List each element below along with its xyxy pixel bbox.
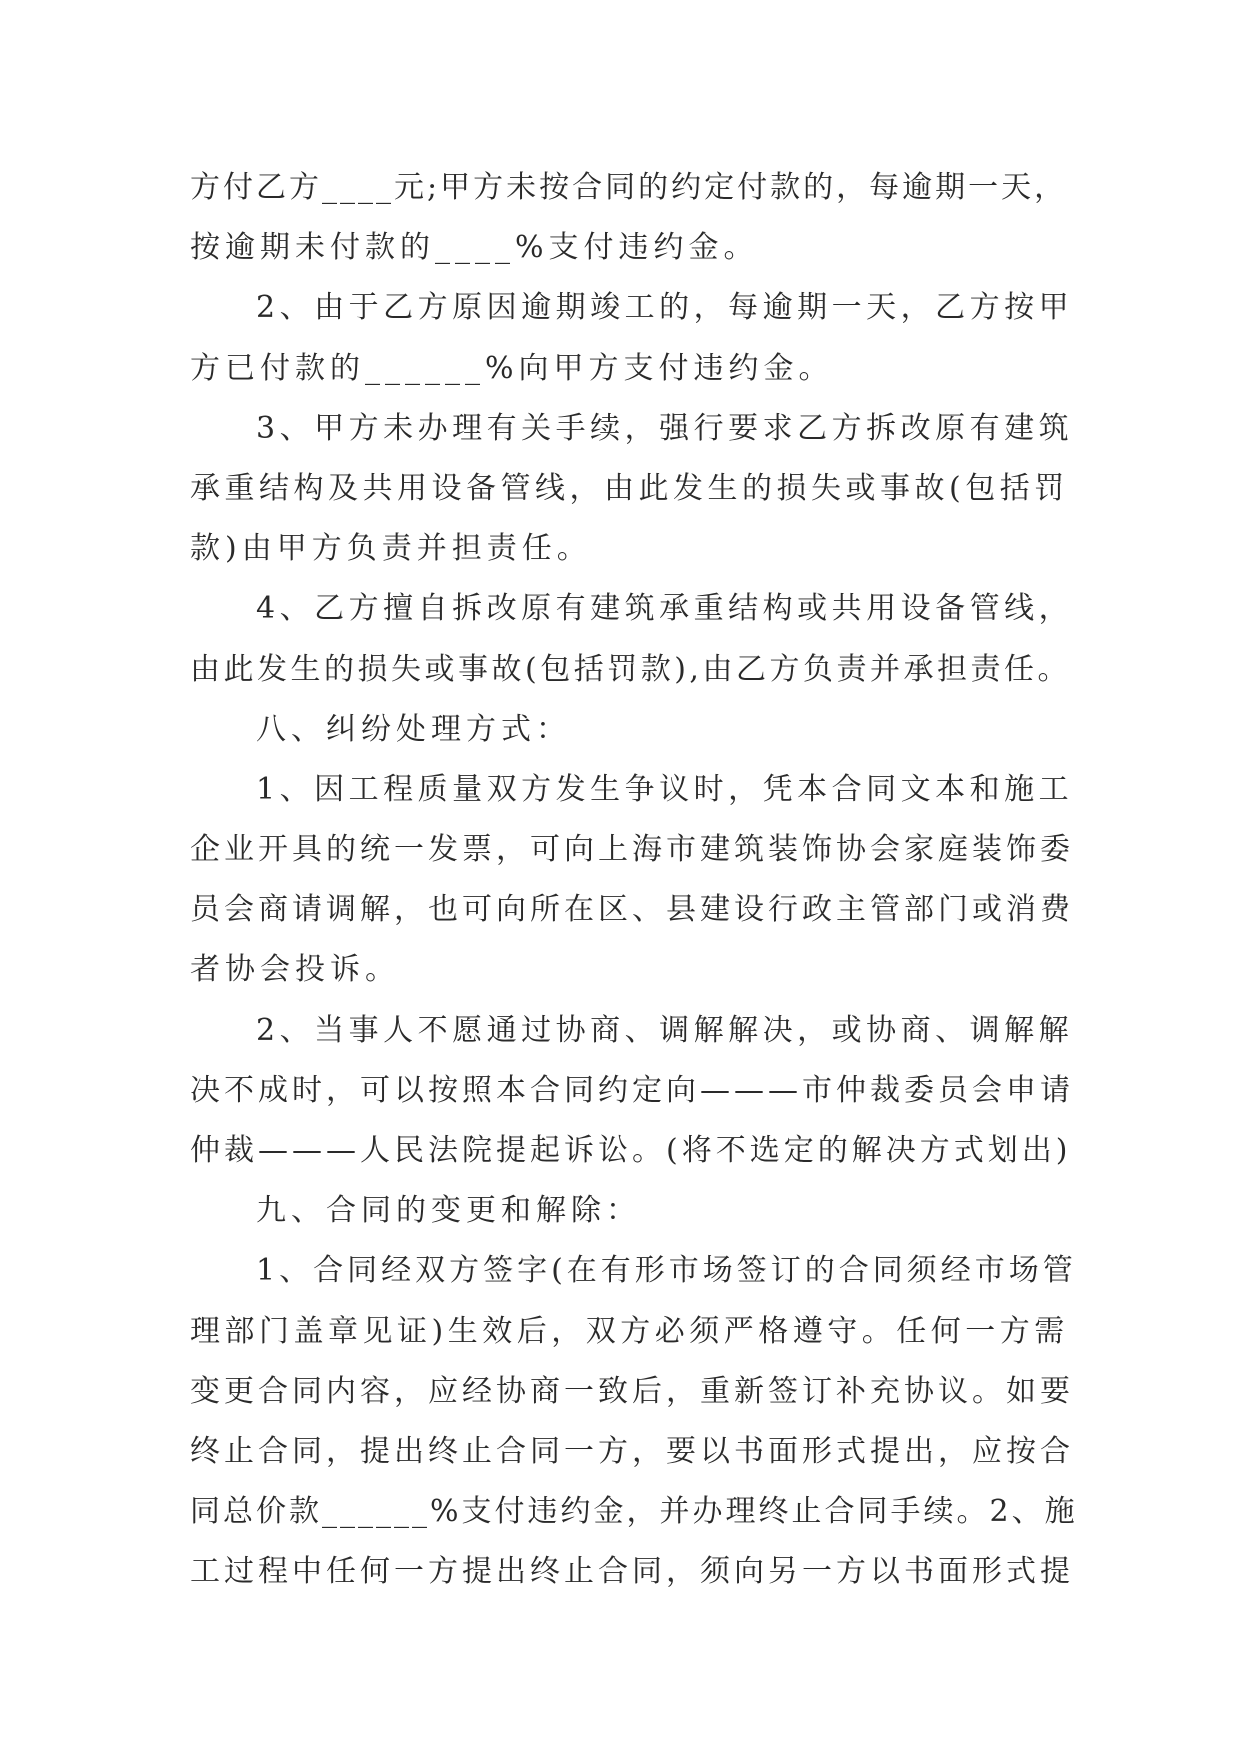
text-line-2: 按逾期未付款的____%支付违约金。 [190,230,759,266]
text-line-19: 1、合同经双方签字(在有形市场签订的合同须经市场管 [256,1253,1077,1289]
text-line-24: 工过程中任何一方提出终止合同，须向另一方以书面形式提 [190,1554,1074,1590]
section-heading-contract-change: 九、合同的变更和解除： [256,1193,641,1229]
text-line-20: 理部门盖章见证)生效后，双方必须严格遵守。任何一方需 [190,1313,1069,1349]
text-line-22: 终止合同，提出终止合同一方，要以书面形式提出，应按合 [190,1433,1074,1469]
text-line-15: 2、当事人不愿通过协商、调解解决，或协商、调解解 [256,1012,1074,1048]
text-line-7: 款)由甲方负责并担责任。 [190,531,592,567]
text-line-21: 变更合同内容，应经协商一致后，重新签订补充协议。如要 [190,1373,1074,1409]
text-line-5: 3、甲方未办理有关手续，强行要求乙方拆改原有建筑 [256,410,1074,446]
text-line-14: 者协会投诉。 [190,952,400,988]
text-line-4: 方已付款的______%向甲方支付违约金。 [190,350,834,386]
section-heading-dispute-resolution: 八、纠纷处理方式： [256,711,571,747]
text-line-3: 2、由于乙方原因逾期竣工的，每逾期一天，乙方按甲 [256,290,1074,326]
text-line-17: 仲裁———人民法院提起诉讼。(将不选定的解决方式划出) [190,1133,1072,1168]
text-line-13: 员会商请调解，也可向所在区、县建设行政主管部门或消费 [190,892,1074,928]
text-line-8: 4、乙方擅自拆改原有建筑承重结构或共用设备管线， [256,591,1074,627]
text-line-6: 承重结构及共用设备管线，由此发生的损失或事故(包括罚 [190,470,1069,506]
text-line-1: 方付乙方____元;甲方未按合同的约定付款的，每逾期一天， [190,170,1068,205]
text-line-12: 企业开具的统一发票，可向上海市建筑装饰协会家庭装饰委 [190,832,1074,868]
contract-text-body [190,158,1078,1603]
text-line-11: 1、因工程质量双方发生争议时，凭本合同文本和施工 [256,771,1074,807]
text-line-16: 决不成时，可以按照本合同约定向———市仲裁委员会申请 [190,1072,1074,1108]
text-line-23: 同总价款______%支付违约金，并办理终止合同手续。2、施 [190,1494,1078,1530]
text-line-9: 由此发生的损失或事故(包括罚款),由乙方负责并承担责任。 [190,651,1071,687]
